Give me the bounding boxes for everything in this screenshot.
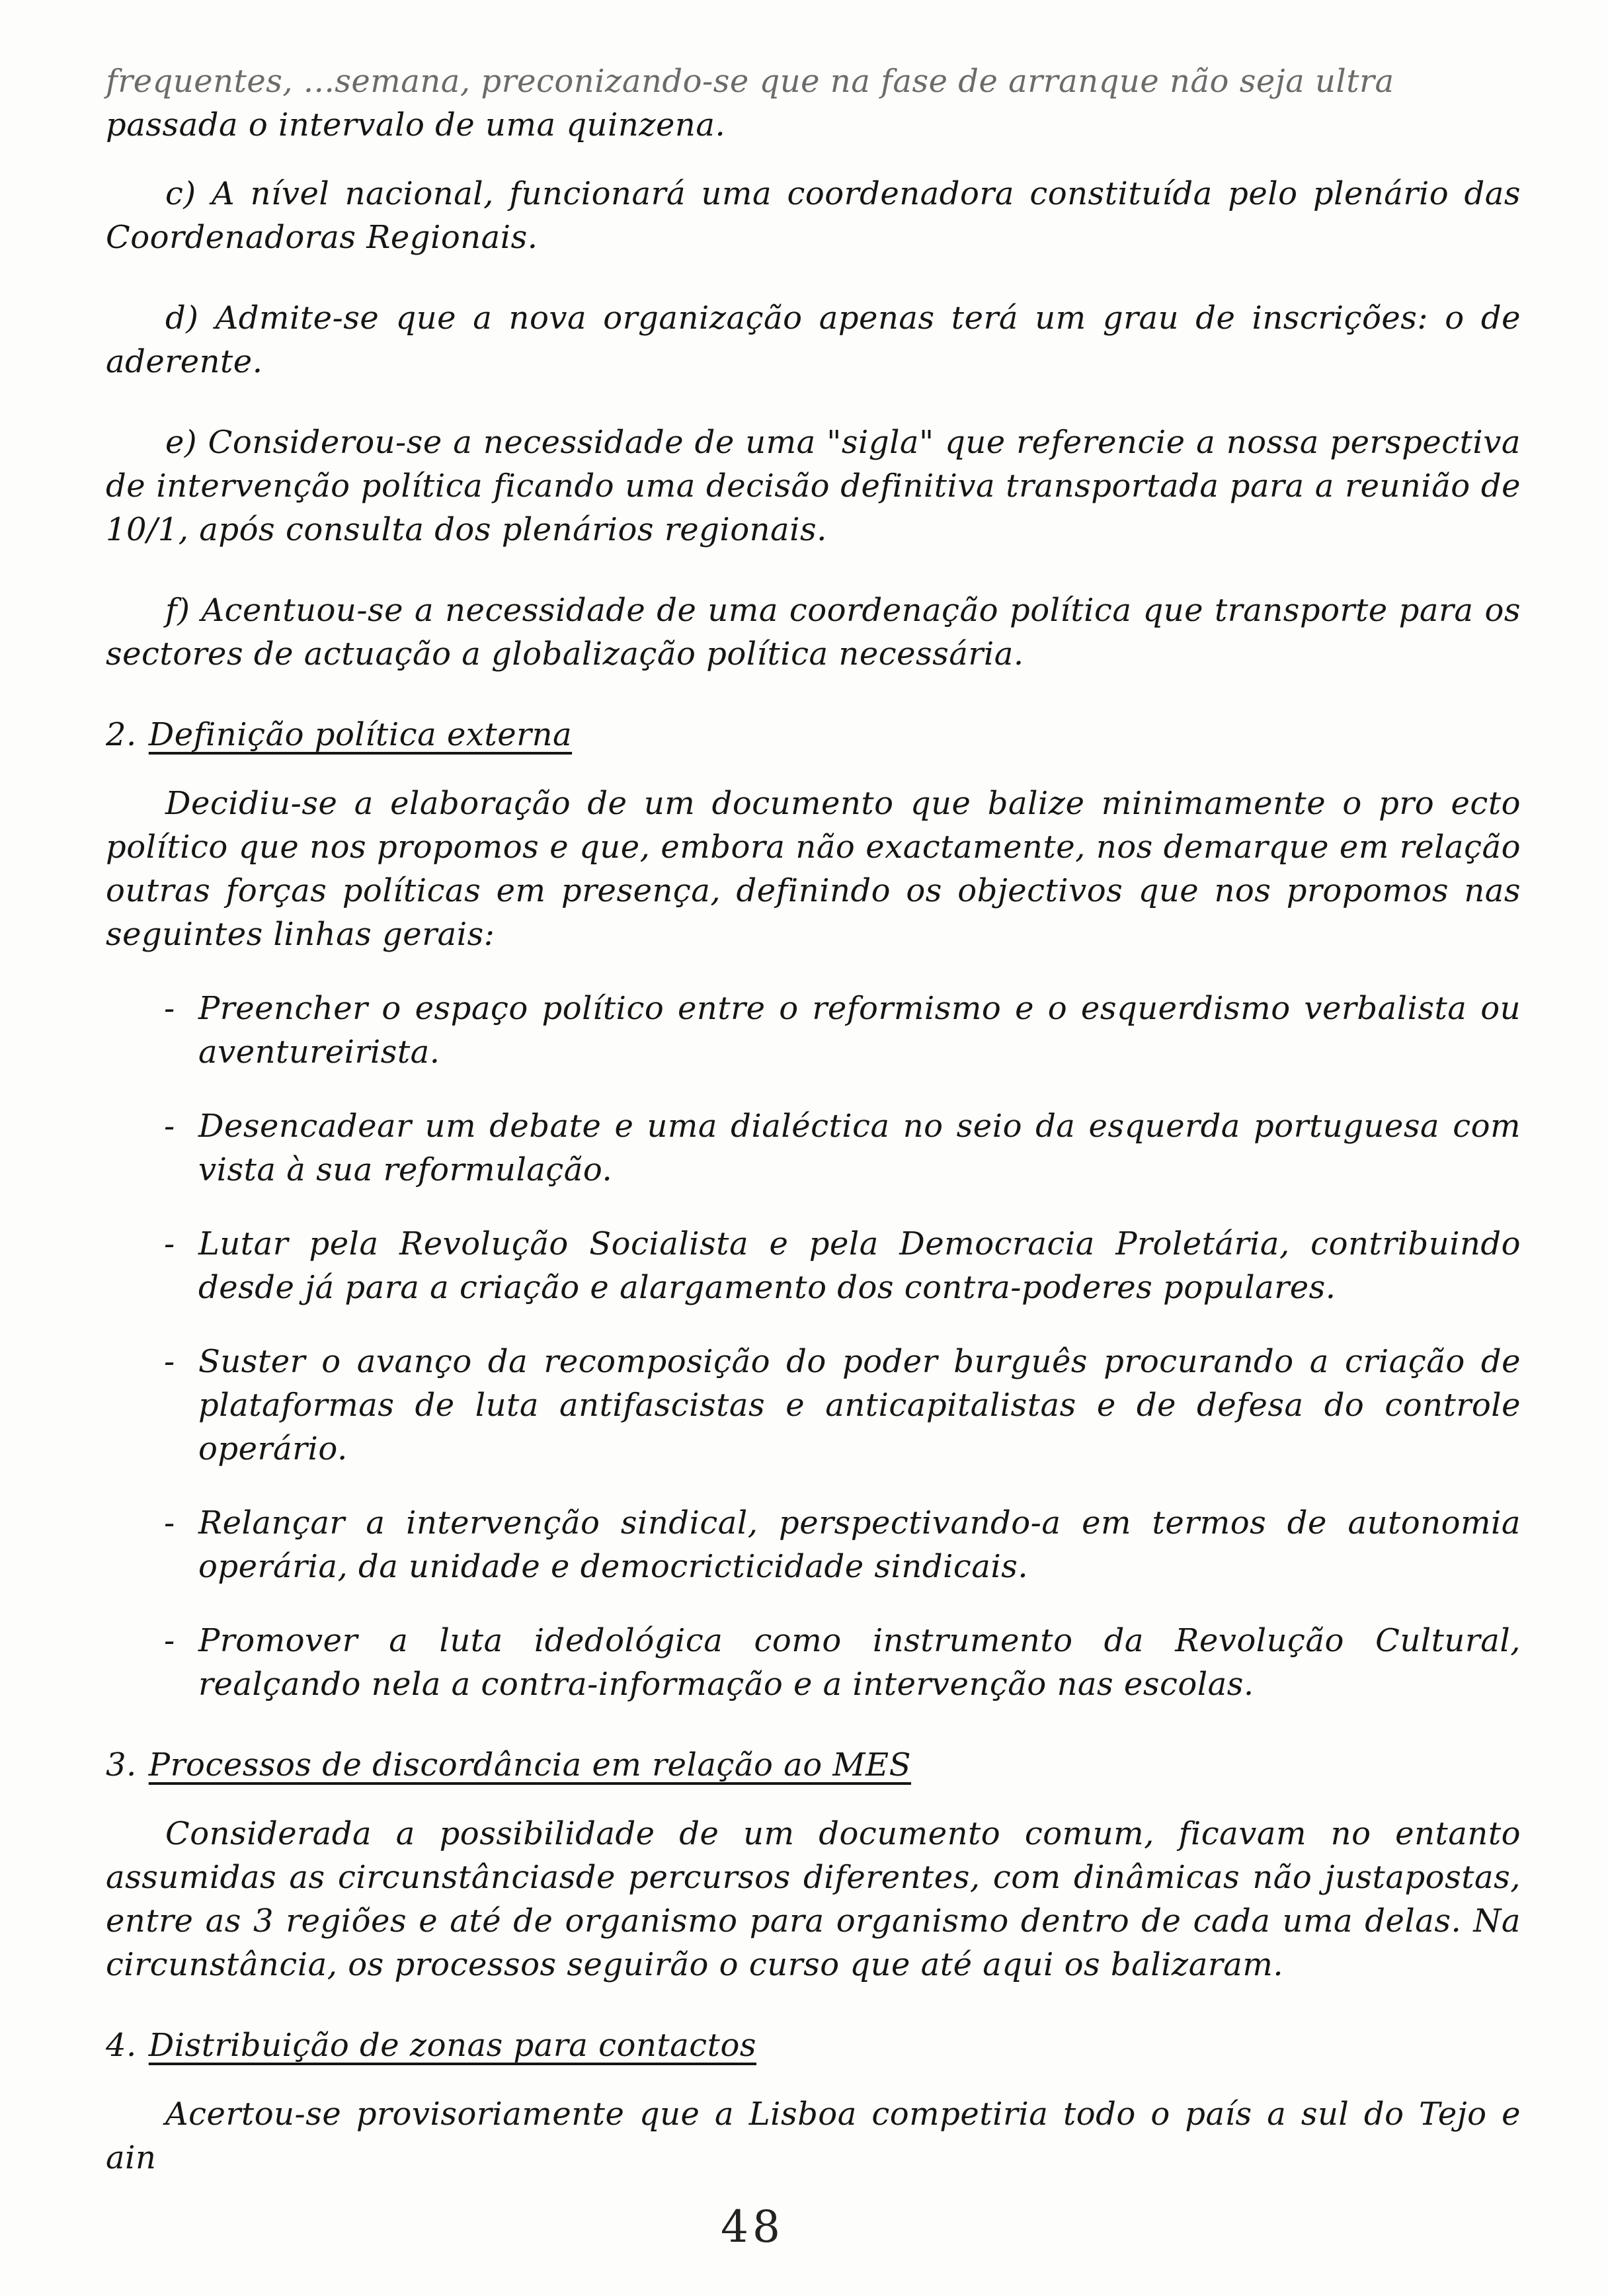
item-d: d) Admite-se que a nova organização apenas terá um grau de inscrições: o de aderente. [106,300,1521,380]
bullet-item [106,1501,1521,1588]
top-line-1 [106,60,1521,103]
bullet-text: Lutar pela Revolução Socialista e pela Democracia Proletária, contribuindo desde já para a criação e alargamento dos contra-poderes populares. [198,1225,1521,1306]
top-line-2 [106,103,1521,147]
bullet-dash: - [164,1504,175,1541]
section-4-title: Distribuição de zonas para contactos [148,2027,756,2064]
bullet-dash: - [164,1343,175,1380]
bullet-item [106,1340,1521,1471]
bullet-item [106,987,1521,1074]
item-c: c) A nível nacional, funcionará uma coordenadora constituída pelo plenário das Coordenadoras Regionais. [106,175,1521,256]
bullet-text: Preencher o espaço político entre o reformismo e o esquerdismo verbalista ou aventureirista. [198,990,1521,1071]
section-3-number: 3. [106,1746,137,1784]
section-2-intro: Decidiu-se a elaboração de um documento que balize minimamente o pro ecto político que nos propomos e que, embora não exactamente, nos demarque em relação outras forças políticas em presença, definindo os objectivos que nos propomos nas seguintes linhas gerais: [106,785,1521,953]
section-2-heading [106,713,1521,757]
section-4-number: 4. [106,2027,137,2064]
bullet-dash: - [164,990,175,1027]
top-line-2-text: passada o intervalo de uma quinzena. [106,106,726,144]
section-2-title: Definição política externa [148,716,573,753]
section-3-body: Considerada a possibilidade de um documento comum, ficavam no entanto assumidas as circunstânciasde percursos diferentes, com dinâmicas não justapostas, entre as 3 regiões e até de organismo para organismo dentro de cada uma delas. Na circunstância, os processos seguirão o curso que até aqui os balizaram. [106,1815,1521,1983]
page-number: 48 [721,2201,784,2252]
section-2-bullet-list [106,987,1521,1706]
section-4-heading [106,2024,1521,2067]
bullet-text: Relançar a intervenção sindical, perspectivando-a em termos de autonomia operária, da unidade e democricticidade sindicais. [198,1504,1521,1585]
bullet-dash: - [164,1622,175,1659]
item-f: f) Acentuou-se a necessidade de uma coordenação política que transporte para os sectores de actuação a globalização política necessária. [106,592,1521,673]
text-column [106,60,1521,2180]
bullet-item [106,1222,1521,1309]
bullet-item [106,1104,1521,1192]
bullet-dash: - [164,1108,175,1145]
bullet-text: Suster o avanço da recomposição do poder burguês procurando a criação de plataformas de luta antifascistas e anticapitalistas e de defesa do controle operário. [198,1343,1521,1467]
section-3-title: Processos de discordância em relação ao MES [148,1746,911,1784]
section-3-heading [106,1743,1521,1787]
top-line-1-text: frequentes, ...semana, preconizando-se que na fase de arranque não seja ultra [106,63,1394,100]
section-4-body: Acertou-se provisoriamente que a Lisboa competiria todo o país a sul do Tejo e ain [106,2096,1521,2176]
bullet-text: Desencadear um debate e uma dialéctica no seio da esquerda portuguesa com vista à sua reformulação. [198,1108,1521,1188]
bullet-dash: - [164,1225,175,1262]
section-2-number: 2. [106,716,137,753]
item-e: e) Considerou-se a necessidade de uma "sigla" que referencie a nossa perspectiva de intervenção política ficando uma decisão definitiva transportada para a reunião de 10/1, após consulta dos plenários regionais. [106,424,1521,548]
bullet-item [106,1619,1521,1706]
bullet-text: Promover a luta idedológica como instrumento da Revolução Cultural, realçando nela a contra-informação e a intervenção nas escolas. [198,1622,1521,1703]
